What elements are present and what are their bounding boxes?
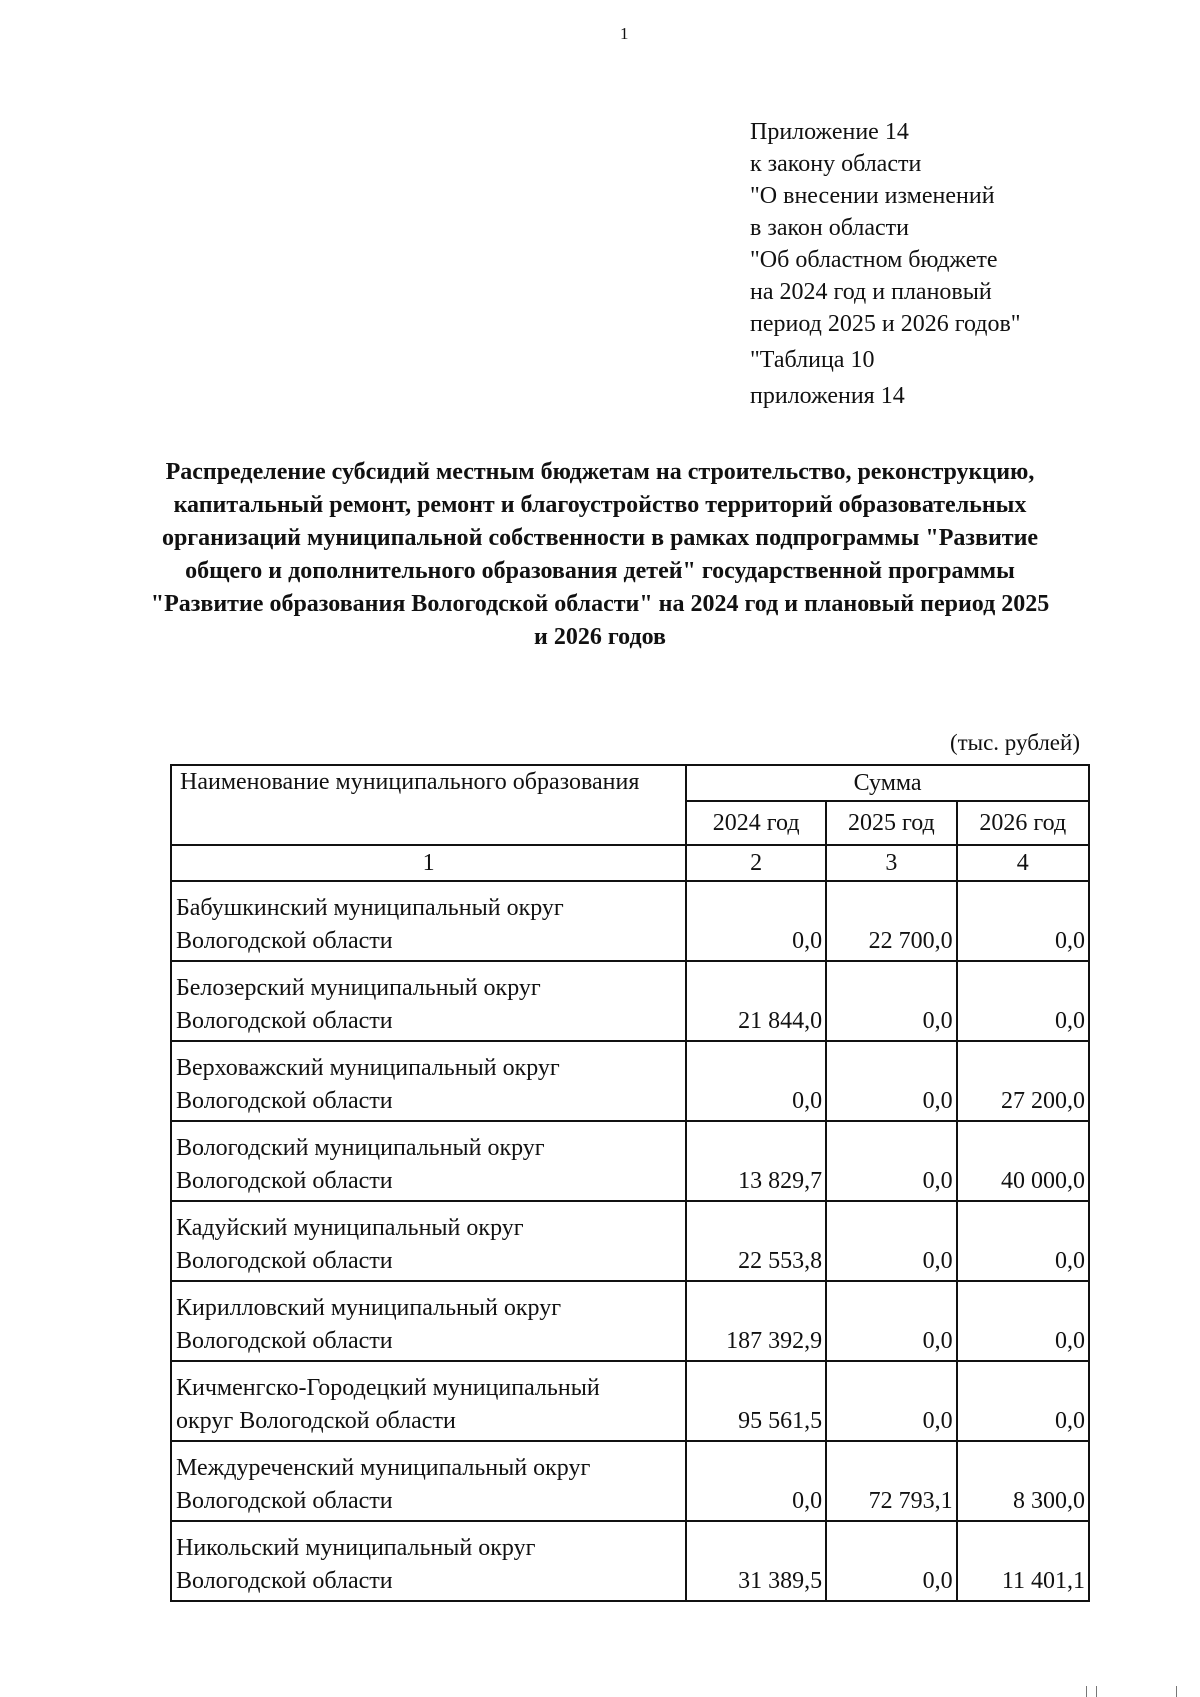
appendix-line: "О внесении изменений xyxy=(750,183,995,209)
scan-mark xyxy=(1176,1686,1177,1697)
column-number: 1 xyxy=(171,845,686,881)
table-row xyxy=(171,961,1089,1041)
amount-2024: 95 561,5 xyxy=(686,1361,826,1441)
municipality-name xyxy=(171,1041,686,1121)
table-row xyxy=(171,1201,1089,1281)
municipality-name xyxy=(171,1121,686,1201)
scan-mark xyxy=(1086,1686,1087,1697)
table-ref-line: приложения 14 xyxy=(750,383,905,409)
municipality-name-line: Вологодской области xyxy=(176,928,393,954)
subsidy-table xyxy=(170,764,1090,1602)
amount-2026: 0,0 xyxy=(957,881,1089,961)
municipality-name-line: Кадуйский муниципальный округ xyxy=(176,1215,524,1241)
page-number: 1 xyxy=(620,24,629,43)
amount-2024: 0,0 xyxy=(686,1041,826,1121)
amount-2025: 0,0 xyxy=(826,1521,956,1601)
amount-2026: 0,0 xyxy=(957,1361,1089,1441)
column-number: 2 xyxy=(686,845,826,881)
municipality-name xyxy=(171,1281,686,1361)
header-year-2024: 2024 год xyxy=(686,801,826,845)
appendix-block xyxy=(750,116,1021,412)
municipality-name-line: Кичменгско-Городецкий муниципальный xyxy=(176,1375,600,1401)
header-name: Наименование муниципального образования xyxy=(171,765,686,845)
municipality-name-line: Никольский муниципальный округ xyxy=(176,1535,536,1561)
amount-2026: 40 000,0 xyxy=(957,1121,1089,1201)
amount-2025: 0,0 xyxy=(826,1201,956,1281)
municipality-name xyxy=(171,1201,686,1281)
appendix-line: на 2024 год и плановый xyxy=(750,279,992,305)
table-row xyxy=(171,881,1089,961)
municipality-name xyxy=(171,1521,686,1601)
table-row xyxy=(171,1281,1089,1361)
municipality-name-line: Вологодский муниципальный округ xyxy=(176,1135,545,1161)
table-row xyxy=(171,1521,1089,1601)
amount-2025: 0,0 xyxy=(826,1281,956,1361)
amount-2026: 0,0 xyxy=(957,1281,1089,1361)
header-year-2025: 2025 год xyxy=(826,801,956,845)
amount-2024: 22 553,8 xyxy=(686,1201,826,1281)
appendix-line: "Об областном бюджете xyxy=(750,247,998,273)
amount-2024: 31 389,5 xyxy=(686,1521,826,1601)
table-row xyxy=(171,1441,1089,1521)
municipality-name-line: Вологодской области xyxy=(176,1568,393,1594)
table-ref-line: "Таблица 10 xyxy=(750,347,875,373)
amount-2025: 0,0 xyxy=(826,961,956,1041)
amount-2024: 187 392,9 xyxy=(686,1281,826,1361)
scan-mark xyxy=(1096,1686,1097,1697)
amount-2024: 13 829,7 xyxy=(686,1121,826,1201)
column-number-row xyxy=(171,845,1089,881)
municipality-name xyxy=(171,1361,686,1441)
table-row xyxy=(171,1121,1089,1201)
municipality-name-line: Белозерский муниципальный округ xyxy=(176,975,541,1001)
amount-2026: 27 200,0 xyxy=(957,1041,1089,1121)
amount-2024: 0,0 xyxy=(686,881,826,961)
amount-2025: 72 793,1 xyxy=(826,1441,956,1521)
municipality-name-line: Вологодской области xyxy=(176,1328,393,1354)
appendix-line: в закон области xyxy=(750,215,909,241)
municipality-name xyxy=(171,961,686,1041)
municipality-name-line: округ Вологодской области xyxy=(176,1408,456,1434)
appendix-line: к закону области xyxy=(750,151,922,177)
amount-2026: 11 401,1 xyxy=(957,1521,1089,1601)
amount-2025: 0,0 xyxy=(826,1361,956,1441)
amount-2026: 8 300,0 xyxy=(957,1441,1089,1521)
appendix-line: период 2025 и 2026 годов" xyxy=(750,311,1021,337)
municipality-name-line: Бабушкинский муниципальный округ xyxy=(176,895,564,921)
appendix-line: Приложение 14 xyxy=(750,119,909,145)
units-label: (тыс. рублей) xyxy=(949,730,1080,755)
municipality-name-line: Вологодской области xyxy=(176,1168,393,1194)
amount-2025: 0,0 xyxy=(826,1121,956,1201)
municipality-name-line: Верховажский муниципальный округ xyxy=(176,1055,560,1081)
municipality-name xyxy=(171,1441,686,1521)
column-number: 4 xyxy=(957,845,1089,881)
amount-2026: 0,0 xyxy=(957,1201,1089,1281)
amount-2024: 0,0 xyxy=(686,1441,826,1521)
table-row xyxy=(171,1041,1089,1121)
column-number: 3 xyxy=(826,845,956,881)
municipality-name-line: Вологодской области xyxy=(176,1488,393,1514)
document-title: Распределение субсидий местным бюджетам на строительство, реконструкцию, капитальный ремонт, ремонт и благоустройство территорий образовательных организаций муниципальной собственности в рамках подпрограммы "Развитие общего и дополнительного образования детей" государственной программы "Развитие образования Вологодской области" на 2024 год и плановый период 2025 и 2026 годов xyxy=(150,459,1050,650)
municipality-name-line: Кирилловский муниципальный округ xyxy=(176,1295,562,1321)
municipality-name-line: Вологодской области xyxy=(176,1248,393,1274)
municipality-name xyxy=(171,881,686,961)
header-sum: Сумма xyxy=(686,765,1089,801)
amount-2024: 21 844,0 xyxy=(686,961,826,1041)
municipality-name-line: Вологодской области xyxy=(176,1088,393,1114)
amount-2026: 0,0 xyxy=(957,961,1089,1041)
municipality-name-line: Вологодской области xyxy=(176,1008,393,1034)
header-year-2026: 2026 год xyxy=(957,801,1089,845)
table-row xyxy=(171,1361,1089,1441)
municipality-name-line: Междуреченский муниципальный округ xyxy=(176,1455,591,1481)
amount-2025: 0,0 xyxy=(826,1041,956,1121)
amount-2025: 22 700,0 xyxy=(826,881,956,961)
